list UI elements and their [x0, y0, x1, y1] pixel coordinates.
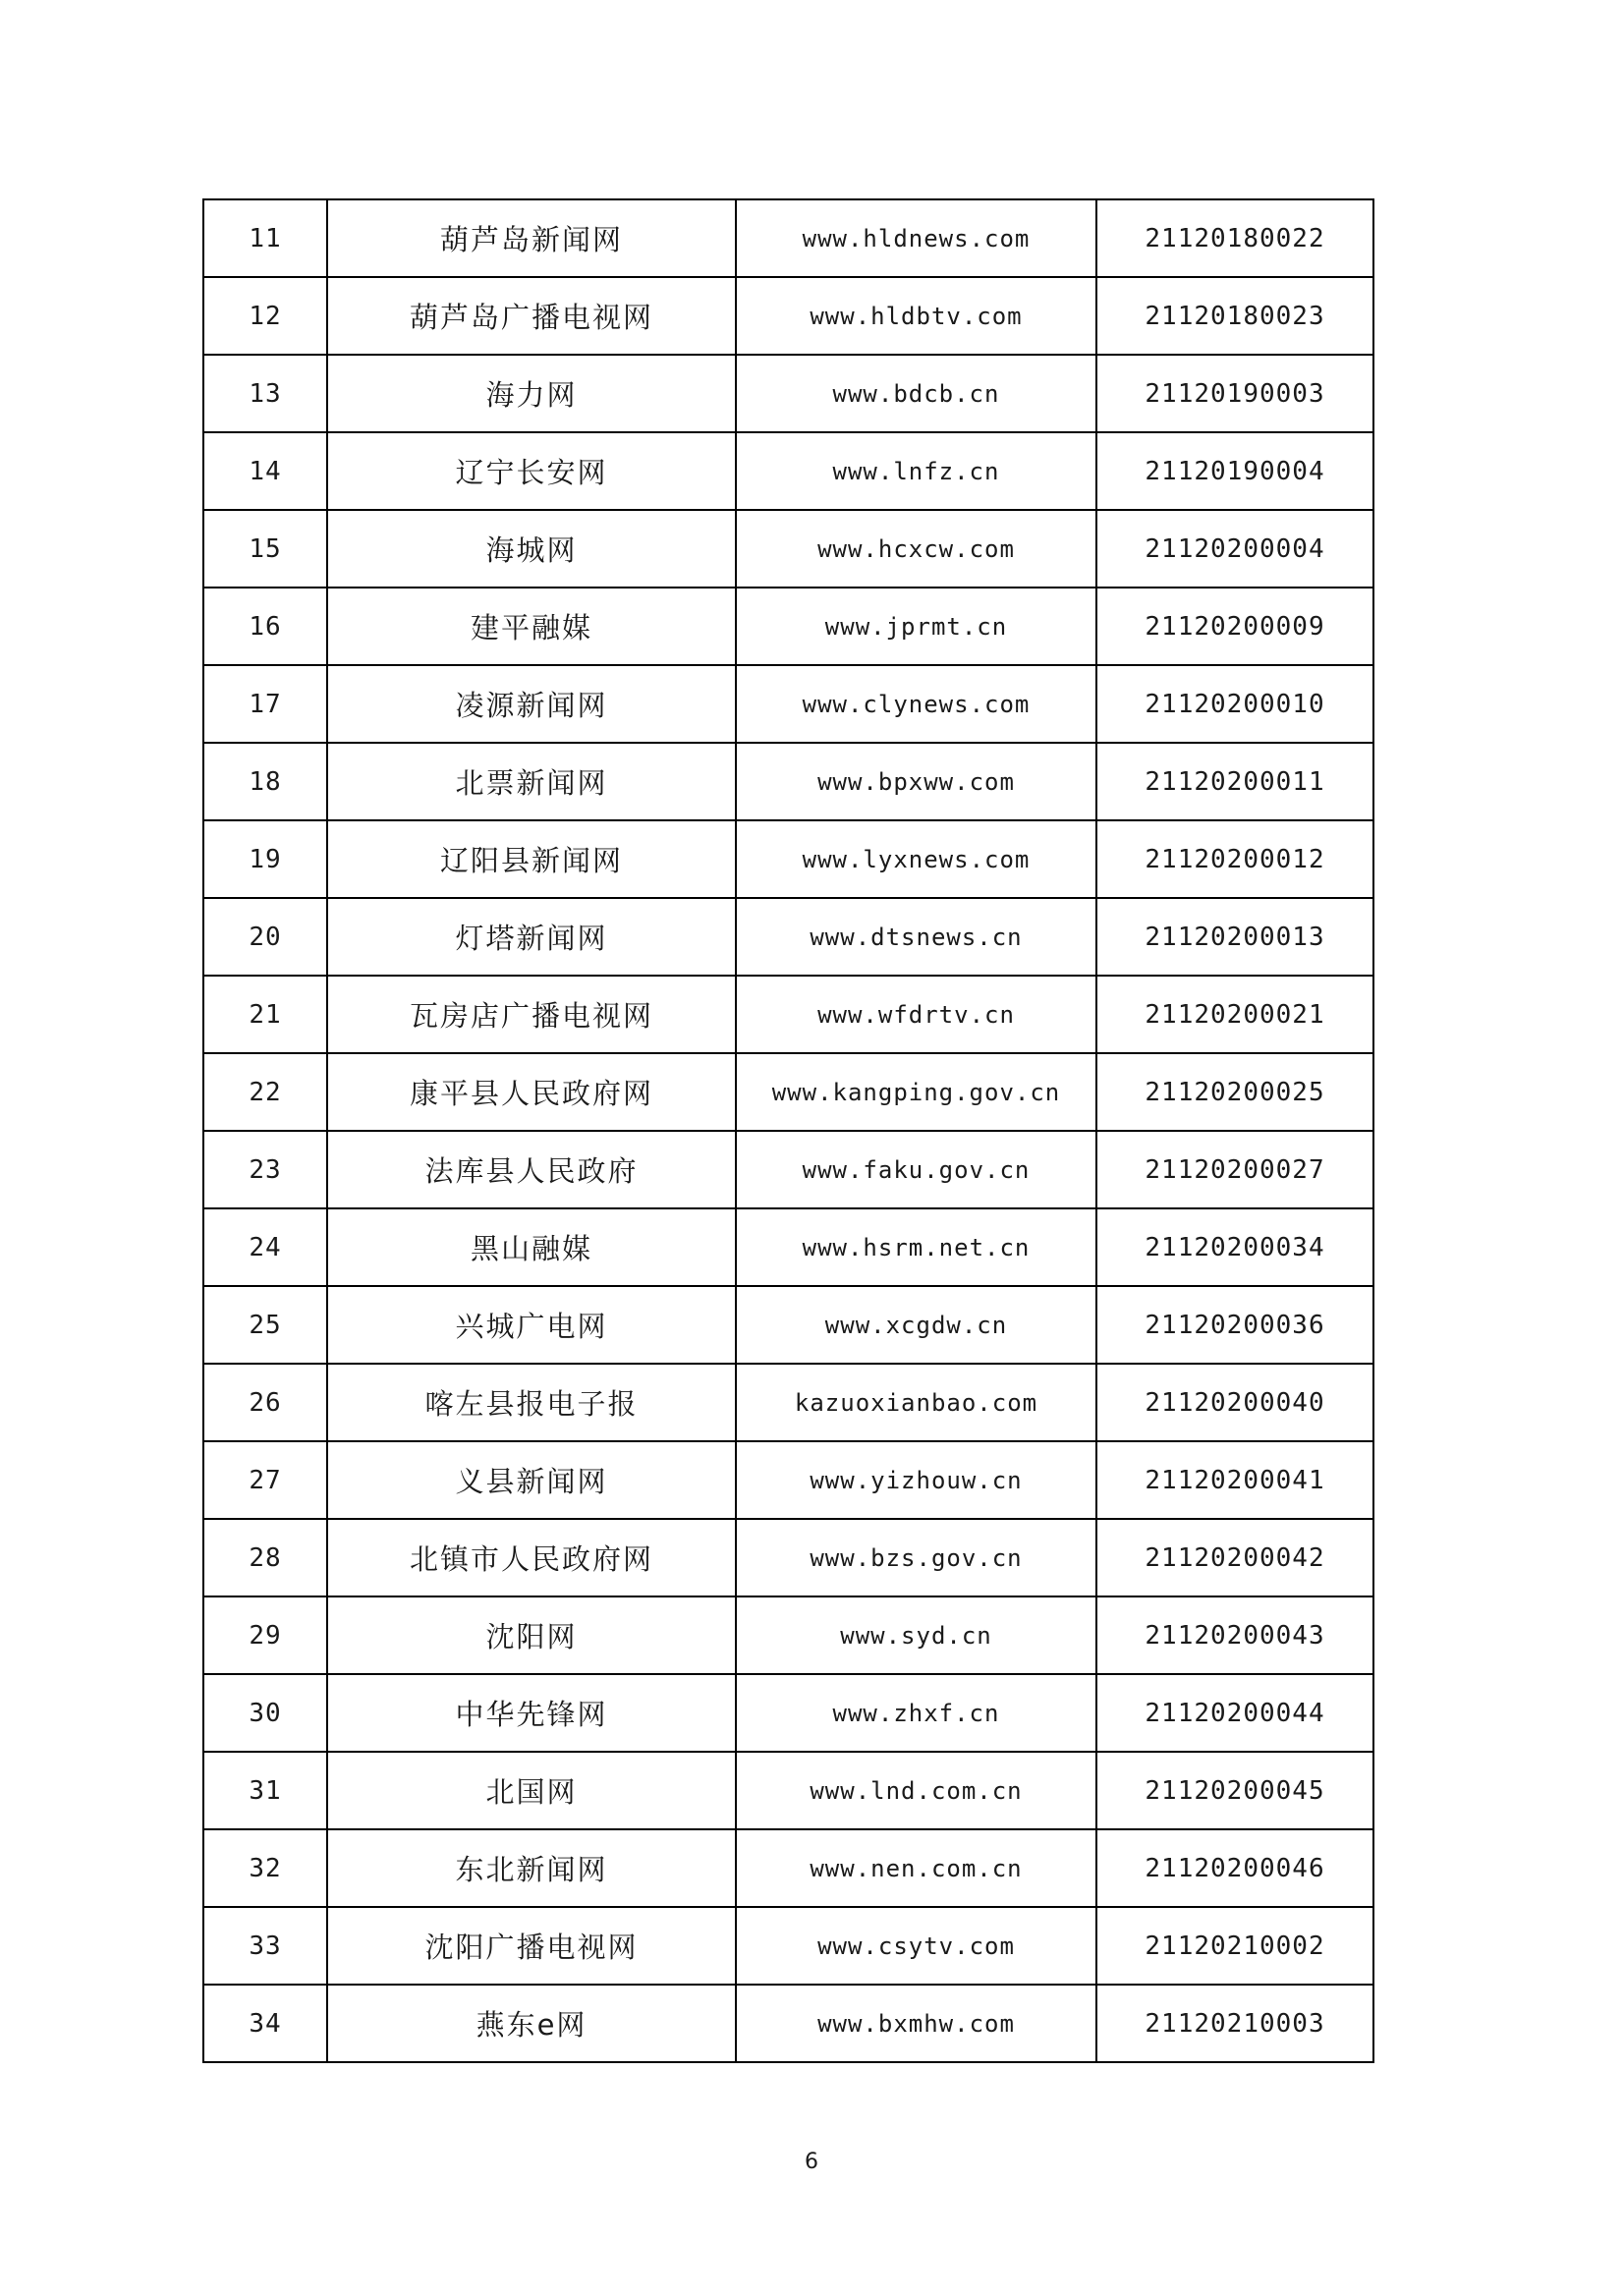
registration-code-cell: 21120190004 — [1096, 432, 1373, 510]
site-name-cell: 葫芦岛新闻网 — [327, 199, 736, 277]
site-url-cell: www.bpxww.com — [736, 743, 1096, 820]
site-url-cell: www.bxmhw.com — [736, 1985, 1096, 2062]
registration-code-cell: 21120180022 — [1096, 199, 1373, 277]
registration-code-cell: 21120200009 — [1096, 588, 1373, 665]
site-url-cell: www.dtsnews.cn — [736, 898, 1096, 976]
site-name-cell: 北镇市人民政府网 — [327, 1519, 736, 1596]
site-url-cell: www.hldnews.com — [736, 199, 1096, 277]
site-url-cell: www.xcgdw.cn — [736, 1286, 1096, 1364]
site-name-cell: 北票新闻网 — [327, 743, 736, 820]
table-row — [203, 1829, 1373, 1907]
table-row — [203, 1596, 1373, 1674]
table-row — [203, 820, 1373, 898]
registration-code-cell: 21120200041 — [1096, 1441, 1373, 1519]
site-url-cell: www.nen.com.cn — [736, 1829, 1096, 1907]
table-row — [203, 1907, 1373, 1985]
registration-code-cell: 21120200012 — [1096, 820, 1373, 898]
row-number-cell: 18 — [203, 743, 327, 820]
registration-code-cell: 21120200004 — [1096, 510, 1373, 588]
site-url-cell: kazuoxianbao.com — [736, 1364, 1096, 1441]
site-url-cell: www.yizhouw.cn — [736, 1441, 1096, 1519]
table-row — [203, 1053, 1373, 1131]
website-registry-table — [202, 198, 1374, 2063]
site-url-cell: www.clynews.com — [736, 665, 1096, 743]
table-row — [203, 1131, 1373, 1208]
row-number-cell: 32 — [203, 1829, 327, 1907]
site-name-cell: 中华先锋网 — [327, 1674, 736, 1752]
row-number-cell: 23 — [203, 1131, 327, 1208]
page-number: 6 — [805, 2150, 818, 2174]
table-row — [203, 1519, 1373, 1596]
site-name-cell: 法库县人民政府 — [327, 1131, 736, 1208]
table-body — [203, 199, 1373, 2062]
table-row — [203, 1364, 1373, 1441]
table-row — [203, 1674, 1373, 1752]
table-row — [203, 1208, 1373, 1286]
row-number-cell: 13 — [203, 355, 327, 432]
registration-code-cell: 21120200043 — [1096, 1596, 1373, 1674]
table-row — [203, 510, 1373, 588]
site-url-cell: www.bdcb.cn — [736, 355, 1096, 432]
registration-code-cell: 21120200013 — [1096, 898, 1373, 976]
site-url-cell: www.lnd.com.cn — [736, 1752, 1096, 1829]
registration-code-cell: 21120200044 — [1096, 1674, 1373, 1752]
registration-code-cell: 21120200045 — [1096, 1752, 1373, 1829]
row-number-cell: 34 — [203, 1985, 327, 2062]
row-number-cell: 26 — [203, 1364, 327, 1441]
site-name-cell: 东北新闻网 — [327, 1829, 736, 1907]
table-row — [203, 277, 1373, 355]
site-url-cell: www.hcxcw.com — [736, 510, 1096, 588]
table-row — [203, 1286, 1373, 1364]
site-name-cell: 瓦房店广播电视网 — [327, 976, 736, 1053]
registration-code-cell: 21120200021 — [1096, 976, 1373, 1053]
registration-code-cell: 21120200046 — [1096, 1829, 1373, 1907]
site-url-cell: www.syd.cn — [736, 1596, 1096, 1674]
registration-code-cell: 21120210003 — [1096, 1985, 1373, 2062]
row-number-cell: 28 — [203, 1519, 327, 1596]
site-url-cell: www.wfdrtv.cn — [736, 976, 1096, 1053]
site-name-cell: 灯塔新闻网 — [327, 898, 736, 976]
registration-code-cell: 21120200025 — [1096, 1053, 1373, 1131]
row-number-cell: 11 — [203, 199, 327, 277]
row-number-cell: 27 — [203, 1441, 327, 1519]
row-number-cell: 25 — [203, 1286, 327, 1364]
registration-code-cell: 21120200034 — [1096, 1208, 1373, 1286]
site-name-cell: 建平融媒 — [327, 588, 736, 665]
site-url-cell: www.zhxf.cn — [736, 1674, 1096, 1752]
registration-code-cell: 21120210002 — [1096, 1907, 1373, 1985]
site-url-cell: www.kangping.gov.cn — [736, 1053, 1096, 1131]
site-url-cell: www.bzs.gov.cn — [736, 1519, 1096, 1596]
site-url-cell: www.jprmt.cn — [736, 588, 1096, 665]
registration-code-cell: 21120200011 — [1096, 743, 1373, 820]
site-url-cell: www.lyxnews.com — [736, 820, 1096, 898]
table-row — [203, 355, 1373, 432]
table-row — [203, 1441, 1373, 1519]
site-name-cell: 凌源新闻网 — [327, 665, 736, 743]
table-row — [203, 1752, 1373, 1829]
table-row — [203, 1985, 1373, 2062]
row-number-cell: 17 — [203, 665, 327, 743]
registration-code-cell: 21120190003 — [1096, 355, 1373, 432]
registration-code-cell: 21120180023 — [1096, 277, 1373, 355]
row-number-cell: 22 — [203, 1053, 327, 1131]
site-name-cell: 沈阳网 — [327, 1596, 736, 1674]
site-name-cell: 海城网 — [327, 510, 736, 588]
table-row — [203, 432, 1373, 510]
registration-code-cell: 21120200036 — [1096, 1286, 1373, 1364]
row-number-cell: 29 — [203, 1596, 327, 1674]
table-row — [203, 898, 1373, 976]
row-number-cell: 24 — [203, 1208, 327, 1286]
site-name-cell: 葫芦岛广播电视网 — [327, 277, 736, 355]
registration-code-cell: 21120200027 — [1096, 1131, 1373, 1208]
table-row — [203, 976, 1373, 1053]
row-number-cell: 33 — [203, 1907, 327, 1985]
registration-code-cell: 21120200042 — [1096, 1519, 1373, 1596]
site-name-cell: 沈阳广播电视网 — [327, 1907, 736, 1985]
site-name-cell: 海力网 — [327, 355, 736, 432]
site-url-cell: www.hsrm.net.cn — [736, 1208, 1096, 1286]
site-url-cell: www.hldbtv.com — [736, 277, 1096, 355]
row-number-cell: 19 — [203, 820, 327, 898]
site-name-cell: 辽阳县新闻网 — [327, 820, 736, 898]
row-number-cell: 16 — [203, 588, 327, 665]
table-row — [203, 743, 1373, 820]
site-name-cell: 兴城广电网 — [327, 1286, 736, 1364]
site-url-cell: www.csytv.com — [736, 1907, 1096, 1985]
site-url-cell: www.faku.gov.cn — [736, 1131, 1096, 1208]
site-name-cell: 燕东e网 — [327, 1985, 736, 2062]
row-number-cell: 15 — [203, 510, 327, 588]
row-number-cell: 14 — [203, 432, 327, 510]
row-number-cell: 12 — [203, 277, 327, 355]
registration-code-cell: 21120200010 — [1096, 665, 1373, 743]
site-name-cell: 黑山融媒 — [327, 1208, 736, 1286]
row-number-cell: 31 — [203, 1752, 327, 1829]
table-row — [203, 199, 1373, 277]
site-name-cell: 义县新闻网 — [327, 1441, 736, 1519]
registration-code-cell: 21120200040 — [1096, 1364, 1373, 1441]
row-number-cell: 21 — [203, 976, 327, 1053]
site-name-cell: 喀左县报电子报 — [327, 1364, 736, 1441]
site-url-cell: www.lnfz.cn — [736, 432, 1096, 510]
row-number-cell: 30 — [203, 1674, 327, 1752]
row-number-cell: 20 — [203, 898, 327, 976]
site-name-cell: 辽宁长安网 — [327, 432, 736, 510]
table-row — [203, 588, 1373, 665]
site-name-cell: 北国网 — [327, 1752, 736, 1829]
table-row — [203, 665, 1373, 743]
site-name-cell: 康平县人民政府网 — [327, 1053, 736, 1131]
